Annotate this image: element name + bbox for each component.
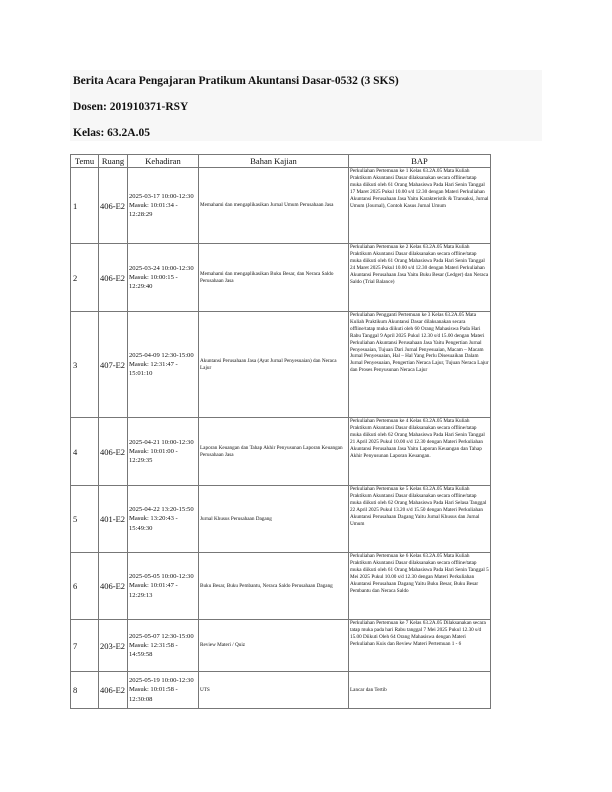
cell-bahan-kajian: UTS <box>199 672 349 709</box>
cell-temu: 6 <box>71 553 99 620</box>
cell-bahan-kajian: Review Materi / Quiz <box>199 620 349 672</box>
cell-ruang: 406-E2 <box>99 553 128 620</box>
cell-bahan-kajian: Laporan Keuangan dan Tahap Akhir Penyusunan Laporan Keuangan Perusahaan Jasa <box>199 418 349 486</box>
cell-kehadiran: 2025-05-19 10:00-12:30 Masuk: 10:01:58 - 12:30:08 <box>128 672 199 709</box>
col-header-temu: Temu <box>71 155 99 168</box>
cell-bahan-kajian: Memahami dan mengaplikasikan Buku Besar, dan Neraca Saldo Perusahaan Jasa <box>199 244 349 312</box>
cell-bahan-kajian: Buku Besar, Buku Pembantu, Neraca Saldo Perusahaan Dagang <box>199 553 349 620</box>
cell-temu: 2 <box>71 244 99 312</box>
cell-kehadiran: 2025-04-09 12:30-15:00 Masuk: 12:31:47 - 15:01:10 <box>128 312 199 418</box>
cell-kehadiran: 2025-05-07 12:30-15:00 Masuk: 12:31:58 - 14:59:58 <box>128 620 199 672</box>
cell-bap: Lancar dan Tertib <box>349 672 491 709</box>
attendance-table <box>70 154 491 709</box>
cell-kehadiran: 2025-04-22 13:20-15:50 Masuk: 13:20:43 - 15:49:30 <box>128 486 199 553</box>
cell-ruang: 406-E2 <box>99 168 128 244</box>
cell-temu: 1 <box>71 168 99 244</box>
table-row <box>71 553 491 620</box>
cell-temu: 7 <box>71 620 99 672</box>
cell-bahan-kajian: Akuntansi Perusahaan Jasa (Ayat Jurnal Penyesuaian) dan Neraca Lajur <box>199 312 349 418</box>
cell-kehadiran: 2025-04-21 10:00-12:30 Masuk: 10:01:00 - 12:29:35 <box>128 418 199 486</box>
table-row <box>71 418 491 486</box>
kelas-label: Kelas: 63.2A.05 <box>73 127 150 139</box>
table-row <box>71 168 491 244</box>
col-header-kehadiran: Kehadiran <box>128 155 199 168</box>
table-row <box>71 620 491 672</box>
cell-temu: 5 <box>71 486 99 553</box>
document-header <box>70 70 542 141</box>
cell-bap: Perkuliahan Pertemuan ke 6 Kelas 63.2A.05 Mata Kuliah Praktikum Akuntansi Dasar dilaksanakan secara offline/tatap muka diikuti oleh 61 Orang Mahasiswa Pada Hari Senin Tanggal 5 Mei 2025 Pukul 10.00 s/d 12.30 dengan Materi Perkuliahan Akuntansi Perusahaan Dagang Yaitu Buku Besar, Buku Besar Pembantu dan Neraca Saldo <box>349 553 491 620</box>
cell-ruang: 406-E2 <box>99 418 128 486</box>
table-header-row <box>71 155 491 168</box>
cell-ruang: 401-E2 <box>99 486 128 553</box>
cell-ruang: 406-E2 <box>99 244 128 312</box>
cell-bap: Perkuliahan Pertemuan ke 2 Kelas 63.2A.05 Mata Kuliah Praktikum Akuntansi Dasar dilaksanakan secara offline/tatap muka diikuti oleh 61 Orang Mahasiswa Pada Hari Senin Tanggal 24 Maret 2025 Pukul 10.00 s/d 12.30 dengan Materi Perkuliahan Akuntansi Perusahaan Jasa Yaitu Buku Besar (Ledger) dan Neraca Saldo (Trial Balance) <box>349 244 491 312</box>
table-row <box>71 672 491 709</box>
table-row <box>71 244 491 312</box>
cell-bahan-kajian: Memahami dan mengaplikasikan Jurnal Umum Perusahaan Jasa <box>199 168 349 244</box>
cell-ruang: 203-E2 <box>99 620 128 672</box>
col-header-ruang: Ruang <box>99 155 128 168</box>
cell-ruang: 406-E2 <box>99 672 128 709</box>
cell-temu: 4 <box>71 418 99 486</box>
cell-bap: Perkuliahan Pertemuan ke 1 Kelas 63.2A.05 Mata Kuliah Praktikum Akuntansi Dasar dilaksanakan secara offline/tatap muka diikuti oleh 61 Orang Mahasiswa Pada Hari Senin Tanggal 17 Maret 2025 Pukul 10.00 s/d 12.30 dengan Materi Perkuliahan Akuntansi Perusahaan Jasa Yaitu Karakteristik & Transaksi, Jurnal Umum (Journal), Contoh Kasus Jurnal Umum <box>349 168 491 244</box>
col-header-bap: BAP <box>349 155 491 168</box>
cell-bap: Perkuliahan Pengganti Pertemuan ke 3 Kelas 63.2A.05 Mata Kuliah Praktikum Akuntansi Dasar dilaksanakan secara offline/tatap muka diikuti oleh 60 Orang Mahasiswa Pada Hari Rabu Tanggal 9 April 2025 Pukul 12.30 s/d 15.00 dengan Materi Perkuliahan Akuntansi Perusahaan Jasa Yaitu Pengertian Jurnal Penyesuaian, Tujuan Dari Jurnal Penyesuaian, Macam – Macam Jurnal Penyesuaian, Hal – Hal Yang Perlu Disesuaikan Dalam Jurnal Penyesuaian, Pengertian Neraca Lajur, Tujuan Neraca Lajur dan Proses Penyusunan Neraca Lajur <box>349 312 491 418</box>
cell-bahan-kajian: Jurnal Khusus Perusahaan Dagang <box>199 486 349 553</box>
cell-bap: Perkuliahan Pertemuan ke 7 Kelas 63.2A.05 Dilaksanakan secara tatap muka pada hari Rabu tanggal 7 Mei 2025 Pukul 12.30 s/d 15.00 Diikuti Oleh 64 Orang Mahasiswa dengan Materi Perkuliahan Kuis dan Review Materi Pertemuan 1 - 6 <box>349 620 491 672</box>
cell-bap: Perkuliahan Pertemuan ke 4 Kelas 63.2A.05 Mata Kuliah Praktikum Akuntansi Dasar dilaksanakan secara offline/tatap muka diikuti oleh 62 Orang Mahasiswa Pada Hari Senin Tanggal 21 April 2025 Pukul 10.00 s/d 12.30 dengan Materi Perkuliahan Akuntansi Perusahaan Jasa Yaitu Laporan Keuangan dan Tahap Akhir Penyusunan Laporan Keuangan. <box>349 418 491 486</box>
cell-temu: 3 <box>71 312 99 418</box>
dosen-label: Dosen: 201910371-RSY <box>73 101 189 113</box>
cell-kehadiran: 2025-03-17 10:00-12:30 Masuk: 10:01:34 - 12:28:29 <box>128 168 199 244</box>
table-row <box>71 312 491 418</box>
col-header-bahan-kajian: Bahan Kajian <box>199 155 349 168</box>
document-title: Berita Acara Pengajaran Pratikum Akuntansi Dasar-0532 (3 SKS) <box>73 75 399 87</box>
cell-kehadiran: 2025-03-24 10:00-12:30 Masuk: 10:00:15 - 12:29:40 <box>128 244 199 312</box>
cell-bap: Perkuliahan Pertemuan ke 5 Kelas 63.2A.05 Mata Kuliah Praktikum Akuntansi Dasar dilaksanakan secara offline/tatap muka diikuti oleh 62 Orang Mahasiswa Pada Hari Selasa Tanggal 22 April 2025 Pukul 13.20 s/d 15.50 dengan Materi Perkuliahan Akuntansi Perusahaan Dagang Yaitu Jurnal Khusus dan Jurnal Umum <box>349 486 491 553</box>
cell-ruang: 407-E2 <box>99 312 128 418</box>
cell-temu: 8 <box>71 672 99 709</box>
table-row <box>71 486 491 553</box>
cell-kehadiran: 2025-05-05 10:00-12:30 Masuk: 10:01:47 - 12:29:13 <box>128 553 199 620</box>
